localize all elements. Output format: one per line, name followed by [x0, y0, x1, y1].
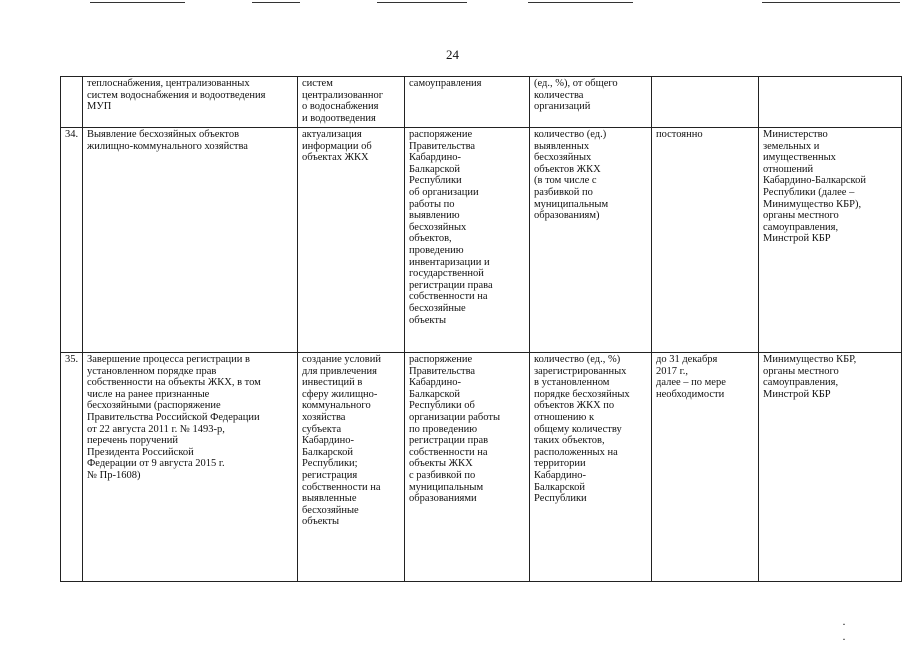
table-row — [61, 128, 902, 353]
activity-cell: Выявление бесхозяйных объектов жилищно-коммунального хозяйства — [83, 128, 298, 353]
goal-cell: актуализация информации об объектах ЖКХ — [298, 128, 405, 353]
row-number: 34. — [61, 128, 83, 353]
deadline-cell: постоянно — [652, 128, 759, 353]
row-number: 35. — [61, 353, 83, 582]
responsible-cell: Минимущество КБР, органы местного самоуправления, Минстрой КБР — [759, 353, 902, 582]
footer-marks: · · — [842, 617, 876, 646]
top-rule-4 — [528, 2, 633, 3]
table-row — [61, 353, 902, 582]
top-rule-1 — [90, 2, 185, 3]
deadline-cell: до 31 декабря 2017 г., далее – по мере необходимости — [652, 353, 759, 582]
document-cell: распоряжение Правительства Кабардино- Балкарской Республики об организации работы по выявлению бесхозяйных объектов, проведению инвентаризации и государственной регистрации права собственности на бесхозяйные объекты — [405, 128, 530, 353]
row-number — [61, 77, 83, 128]
indicator-cell: количество (ед.) выявленных бесхозяйных объектов ЖКХ (в том числе с разбивкой по муниципальным образованиям) — [530, 128, 652, 353]
goal-cell: создание условий для привлечения инвестиций в сферу жилищно- коммунального хозяйства субъекта Кабардино- Балкарской Республики; регистрация собственности на выявленные бесхозяйные объекты — [298, 353, 405, 582]
top-rule-2 — [252, 2, 300, 3]
measures-table — [60, 76, 902, 582]
responsible-cell: Министерство земельных и имущественных отношений Кабардино-Балкарской Республики (далее – Минимущество КБР), органы местного самоуправления, Минстрой КБР — [759, 128, 902, 353]
indicator-cell: (ед., %), от общего количества организаций — [530, 77, 652, 128]
document-cell: самоуправления — [405, 77, 530, 128]
page-number: 24 — [446, 47, 459, 62]
deadline-cell — [652, 77, 759, 128]
indicator-cell: количество (ед., %) зарегистрированных в установленном порядке бесхозяйных объектов ЖКХ по отношению к общему количеству таких объектов, расположенных на территории Кабардино- Балкарской Республики — [530, 353, 652, 582]
goal-cell: систем централизованног о водоснабжения и водоотведения — [298, 77, 405, 128]
activity-cell: Завершение процесса регистрации в установленном порядке прав собственности на объекты ЖКХ, в том числе на ранее признанные бесхозяйными (распоряжение Правительства Российской Федерации от 22 августа 2011 г. № 1493-р, перечень поручений Президента Российской Федерации от 9 августа 2015 г. № Пр-1608) — [83, 353, 298, 582]
activity-cell: теплоснабжения, централизованных систем водоснабжения и водоотведения МУП — [83, 77, 298, 128]
top-rule-3 — [377, 2, 467, 3]
responsible-cell — [759, 77, 902, 128]
document-cell: распоряжение Правительства Кабардино- Балкарской Республики об организации работы по проведению регистрации прав собственности на объекты ЖКХ с разбивкой по муниципальным образованиями — [405, 353, 530, 582]
table-row — [61, 77, 902, 128]
top-rule-5 — [762, 2, 900, 3]
